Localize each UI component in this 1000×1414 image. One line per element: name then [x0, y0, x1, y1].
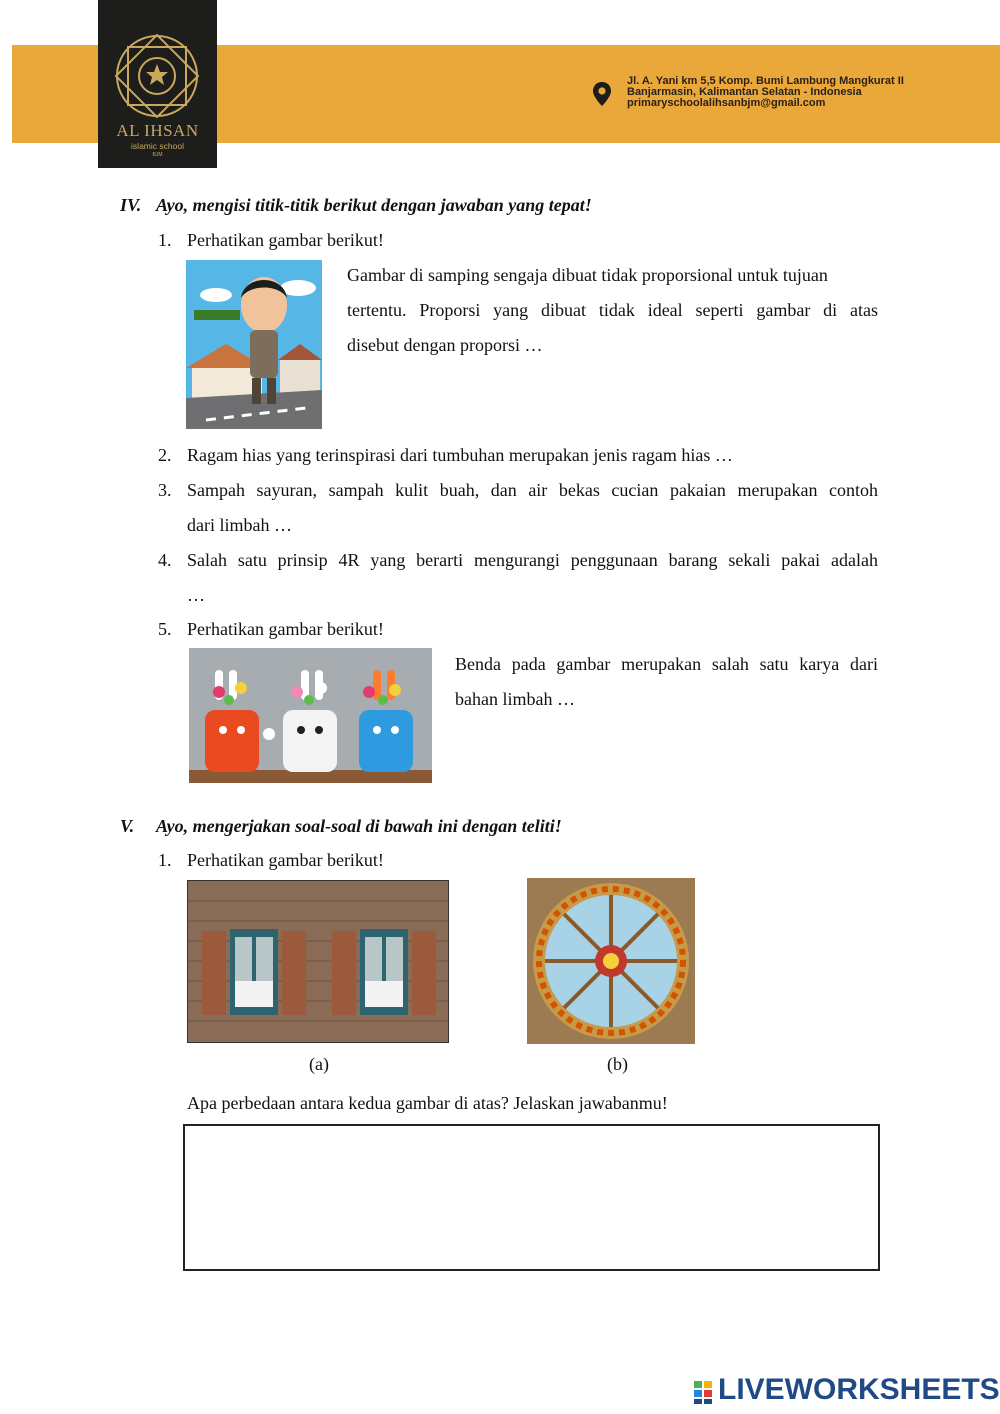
address-email: primaryschoolalihsanbjm@gmail.com: [627, 97, 826, 109]
location-pin-icon: [592, 81, 612, 107]
s5-q1-number: 1.: [158, 850, 172, 870]
q3-line-2: dari limbah …: [187, 515, 292, 535]
school-name: AL IHSAN: [116, 121, 199, 140]
s5-q1-question: Apa perbedaan antara kedua gambar di atas? Jelaskan jawabanmu!: [187, 1093, 668, 1113]
q4-line-2: …: [187, 585, 205, 605]
q5-line-2: bahan limbah …: [455, 689, 575, 709]
stained-glass-image-b: [527, 878, 695, 1044]
caricature-image: [186, 260, 322, 429]
q3-number: 3.: [158, 480, 172, 500]
section-5-title: Ayo, mengerjakan soal-soal di bawah ini dengan teliti!: [156, 816, 562, 836]
address-line-1: Jl. A. Yani km 5,5 Komp. Bumi Lambung Mangkurat II: [627, 75, 904, 87]
q4-number: 4.: [158, 550, 172, 570]
s5-q1-intro: Perhatikan gambar berikut!: [187, 850, 384, 870]
liveworksheets-logo-icon: [692, 1372, 716, 1408]
q5-line-1: Benda pada gambar merupakan salah satu karya dari: [455, 654, 878, 674]
q1-line-2: tertentu. Proporsi yang dibuat tidak ideal seperti gambar di atas: [347, 300, 878, 320]
q3-line-1: Sampah sayuran, sampah kulit buah, dan air bekas cucian pakaian merupakan contoh: [187, 480, 878, 500]
q1-number: 1.: [158, 230, 172, 250]
section-5-numeral: V.: [120, 816, 135, 836]
q5-intro: Perhatikan gambar berikut!: [187, 619, 384, 639]
q2-text: Ragam hias yang terinspirasi dari tumbuhan merupakan jenis ragam hias …: [187, 445, 733, 465]
address-line-2: Banjarmasin, Kalimantan Selatan - Indonesia: [627, 86, 862, 98]
q1-line-1: Gambar di samping sengaja dibuat tidak proporsional untuk tujuan: [347, 265, 828, 285]
q5-number: 5.: [158, 619, 172, 639]
q4-line-1: Salah satu prinsip 4R yang berarti mengurangi penggunaan barang sekali pakai adalah: [187, 550, 878, 570]
q2-number: 2.: [158, 445, 172, 465]
star-ornament-icon: [104, 32, 211, 120]
q1-line-3: disebut dengan proporsi …: [347, 335, 543, 355]
q1-intro: Perhatikan gambar berikut!: [187, 230, 384, 250]
section-4-title: Ayo, mengisi titik-titik berikut dengan jawaban yang tepat!: [156, 195, 592, 215]
caption-b: (b): [607, 1054, 628, 1074]
school-address: [627, 76, 904, 109]
bottle-planters-image: [189, 648, 432, 783]
windows-image-a: [187, 880, 449, 1043]
school-logo: [98, 0, 217, 168]
answer-box[interactable]: [183, 1124, 880, 1271]
section-4-numeral: IV.: [120, 195, 142, 215]
school-city: BJM: [152, 152, 163, 158]
liveworksheets-brand[interactable]: LIVEWORKSHEETS: [718, 1373, 1000, 1406]
caption-a: (a): [309, 1054, 329, 1074]
school-subtitle: islamic school: [131, 141, 184, 151]
